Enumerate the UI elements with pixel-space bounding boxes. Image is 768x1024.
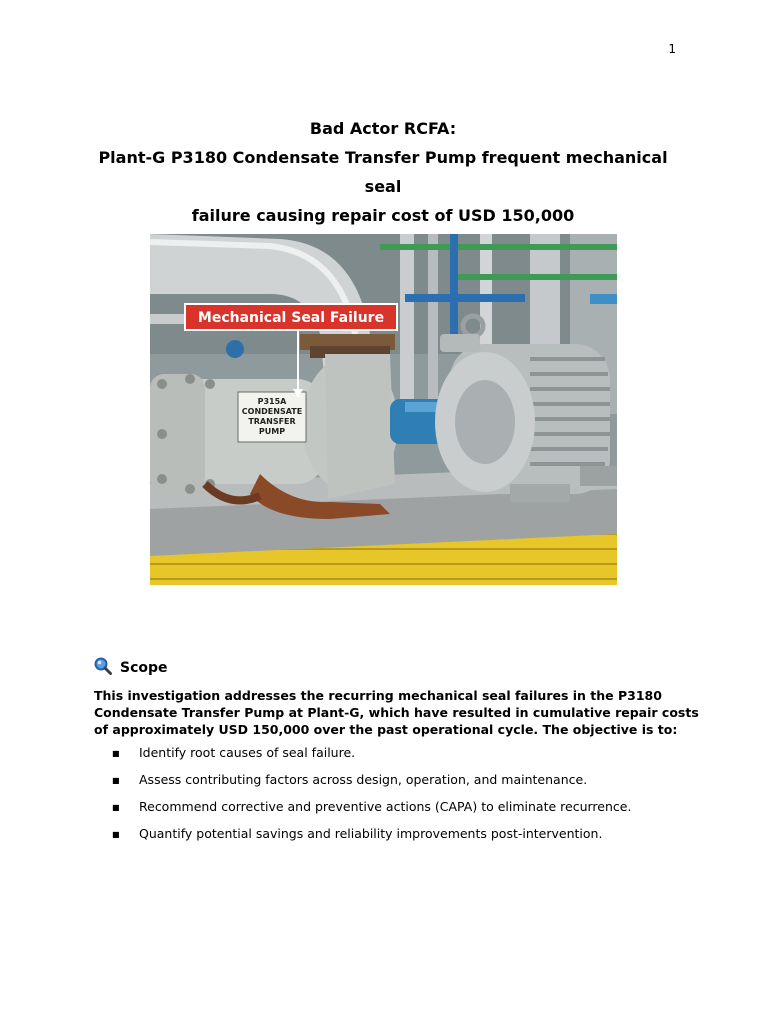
scope-paragraph-line: Condensate Transfer Pump at Plant-G, which have resulted in cumulative repair costs	[94, 705, 699, 720]
magnifier-icon	[94, 657, 112, 679]
scope-heading-text: Scope	[120, 660, 168, 676]
list-item	[112, 826, 692, 853]
bullet-icon: ■	[112, 803, 120, 812]
objective-text: Quantify potential savings and reliability improvements post-intervention.	[139, 826, 603, 841]
list-item	[112, 799, 692, 826]
nameplate-line-1: P315A	[257, 397, 287, 406]
scope-heading	[94, 657, 168, 679]
title-line-2: Plant-G P3180 Condensate Transfer Pump frequent mechanical seal	[98, 148, 668, 196]
list-item	[112, 745, 692, 772]
pump-photo	[150, 234, 617, 585]
bullet-icon: ■	[112, 776, 120, 785]
objective-text: Assess contributing factors across design, operation, and maintenance.	[139, 772, 588, 787]
objective-text: Identify root causes of seal failure.	[139, 745, 356, 760]
callout-label: Mechanical Seal Failure	[197, 310, 385, 326]
list-item	[112, 772, 692, 799]
title-line-1: Bad Actor RCFA:	[309, 119, 457, 138]
nameplate-line-2: CONDENSATE	[241, 407, 303, 416]
nameplate-line-3: TRANSFER	[248, 417, 296, 426]
scope-paragraph-line: This investigation addresses the recurring mechanical seal failures in the P3180	[94, 688, 662, 703]
page-number: 1	[668, 42, 676, 56]
bullet-icon: ■	[112, 830, 120, 839]
objectives-list	[112, 745, 692, 853]
bullet-icon: ■	[112, 749, 120, 758]
scope-paragraph-line: of approximately USD 150,000 over the past operational cycle. The objective is to:	[94, 722, 678, 737]
nameplate-line-4: PUMP	[258, 427, 286, 436]
scope-paragraph	[94, 687, 699, 738]
document-title	[80, 114, 686, 230]
objective-text: Recommend corrective and preventive actions (CAPA) to eliminate recurrence.	[139, 799, 632, 814]
title-line-3: failure causing repair cost of USD 150,000	[191, 206, 575, 225]
